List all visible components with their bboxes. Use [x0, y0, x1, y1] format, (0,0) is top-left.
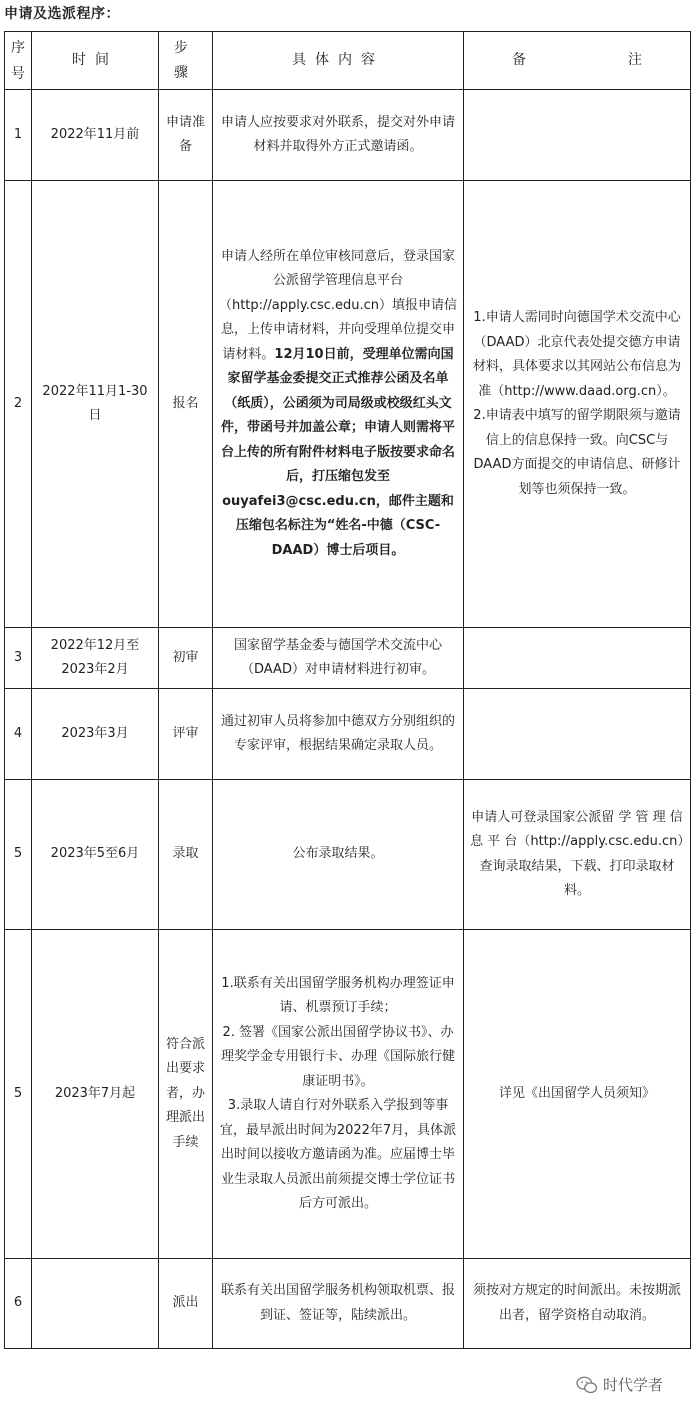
- row-content: [213, 930, 464, 1259]
- row-note: [464, 628, 691, 689]
- watermark-text: 时代学者: [602, 1376, 663, 1394]
- row-step: 派出: [159, 1259, 213, 1349]
- table-row: [5, 930, 691, 1259]
- row-seq: 4: [5, 689, 32, 780]
- table-row: [5, 181, 691, 628]
- row-seq: 2: [5, 181, 32, 628]
- row-content: 公布录取结果。: [213, 780, 464, 930]
- row-step: 申请准备: [159, 90, 213, 181]
- note-item-2: 2.申请表中填写的留学期限须与邀请信上的信息保持一致。向CSC与DAAD方面提交的申请信息、研修计划等也须保持一致。: [473, 408, 681, 497]
- row-time: 2023年7月起: [32, 930, 159, 1259]
- row-content: 国家留学基金委与德国学术交流中心（DAAD）对申请材料进行初审。: [213, 628, 464, 689]
- content-item-3: 3.录取人请自行对外联系入学报到等事宜，最早派出时间为2022年7月，具体派出时间以接收方邀请函为准。应届博士毕业生录取人员派出前须提交博士学位证书后方可派出。: [219, 1098, 457, 1211]
- header-content: 具体内容: [213, 32, 464, 90]
- row-note: 详见《出国留学人员须知》: [464, 930, 691, 1259]
- row-time: 2022年11月1-30日: [32, 181, 159, 628]
- row-note: 须按对方规定的时间派出。未按期派出者，留学资格自动取消。: [464, 1259, 691, 1349]
- header-seq: 序号: [5, 32, 32, 90]
- table-row: [5, 780, 691, 930]
- procedure-table: [4, 31, 691, 1349]
- row-note: [464, 689, 691, 780]
- header-time: 时间: [32, 32, 159, 90]
- content-plain: 申请人经所在单位审核同意后，登录国家公派留学管理信息平台（http://apply.csc.edu.cn）填报申请信息，上传申请材料，并向受理单位提交申请材料。: [218, 248, 458, 362]
- row-seq: 1: [5, 90, 32, 181]
- note-item-1: 1.申请人需同时向德国学术交流中心（DAAD）北京代表处提交德方申请材料，具体要求以其网站公布信息为准（http://www.daad.org.cn）。: [472, 310, 681, 399]
- header-step: 步骤: [159, 32, 213, 90]
- header-row: [5, 32, 691, 90]
- row-content: [213, 181, 464, 628]
- table-row: [5, 90, 691, 181]
- row-note: 申请人可登录国家公派留 学 管 理 信 息 平 台（http://apply.csc.edu.cn）查询录取结果，下载、打印录取材料。: [464, 780, 691, 930]
- table-row: [5, 689, 691, 780]
- row-note: [464, 181, 691, 628]
- row-seq: 5: [5, 930, 32, 1259]
- row-seq: 6: [5, 1259, 32, 1349]
- row-time: [32, 1259, 159, 1349]
- row-step: 录取: [159, 780, 213, 930]
- page-title: 申请及选派程序：: [4, 6, 120, 22]
- row-step: 评审: [159, 689, 213, 780]
- content-item-1: 1.联系有关出国留学服务机构办理签证申请、机票预订手续；: [221, 975, 455, 1015]
- row-step: 初审: [159, 628, 213, 689]
- row-note: [464, 90, 691, 181]
- content-item-2: 2. 签署《国家公派出国留学协议书》、办理奖学金专用银行卡、办理《国际旅行健康证明书》。: [220, 1024, 455, 1089]
- row-content: 通过初审人员将参加中德双方分别组织的专家评审，根据结果确定录取人员。: [213, 689, 464, 780]
- header-note: 备注: [464, 32, 691, 90]
- watermark: [576, 1374, 663, 1395]
- row-time: 2023年3月: [32, 689, 159, 780]
- row-step: 符合派出要求者，办理派出手续: [159, 930, 213, 1259]
- row-content: 联系有关出国留学服务机构领取机票、报到证、签证等，陆续派出。: [213, 1259, 464, 1349]
- table-row: [5, 628, 691, 689]
- wechat-icon: [576, 1375, 598, 1395]
- row-time: 2022年11月前: [32, 90, 159, 181]
- row-time: 2022年12月至2023年2月: [32, 628, 159, 689]
- row-content: 申请人应按要求对外联系，提交对外申请材料并取得外方正式邀请函。: [213, 90, 464, 181]
- row-time: 2023年5至6月: [32, 780, 159, 930]
- table-row: [5, 1259, 691, 1349]
- row-step: 报名: [159, 181, 213, 628]
- row-seq: 3: [5, 628, 32, 689]
- row-seq: 5: [5, 780, 32, 930]
- content-bold: 12月10日前，受理单位需向国家留学基金委提交正式推荐公函及名单（纸质），公函须为司局级或校级红头文件，带函号并加盖公章；申请人则需将平台上传的所有附件材料电子版按要求命名后，打压缩包发至ouyafei3@csc.edu.cn，邮件主题和压缩包名标注为“姓名-中德（CSC-DAAD）博士后项目。: [220, 346, 455, 558]
